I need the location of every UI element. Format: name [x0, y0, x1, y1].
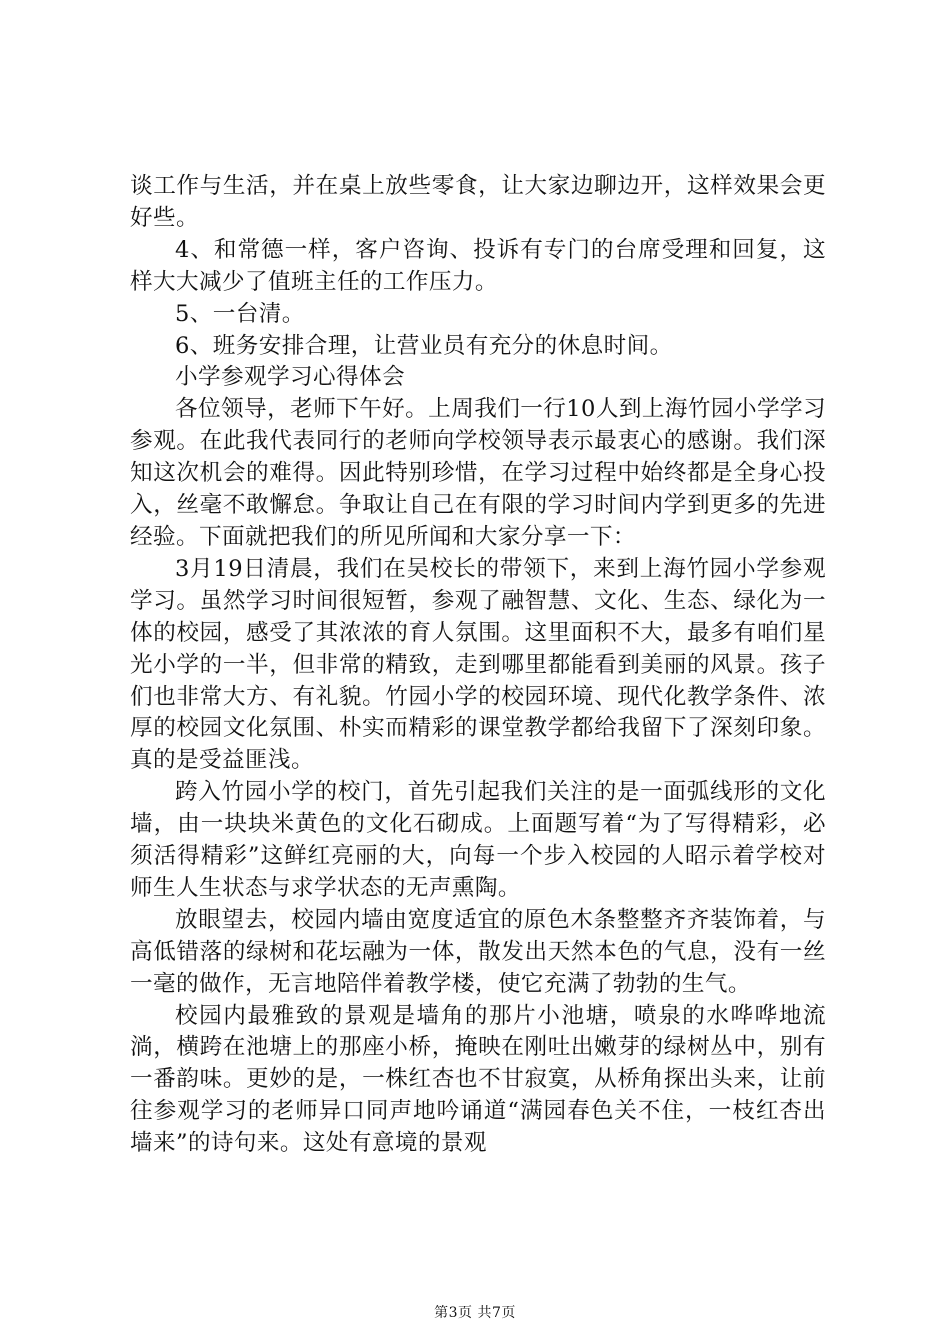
paragraph-item-4: 4、和常德一样，客户咨询、投诉有专门的台席受理和回复，这样大大减少了值班主任的工作压力。 [130, 236, 826, 295]
paragraph-greeting: 各位领导，老师下午好。上周我们一行10人到上海竹园小学学习参观。在此我代表同行的老师向学校领导表示最衷心的感谢。我们深知这次机会的难得。因此特别珍惜，在学习过程中始终都是全身心投入，丝毫不敢懈怠。争取让自己在有限的学习时间内学到更多的先进经验。下面就把我们的所见所闻和大家分享一下： [130, 396, 826, 550]
paragraph-continuation: 谈工作与生活，并在桌上放些零食，让大家边聊边开，这样效果会更好些。 [130, 173, 826, 231]
paragraph-item-5: 5、一台清。 [175, 300, 305, 327]
paragraph-item-6: 6、班务安排合理，让营业员有充分的休息时间。 [175, 332, 673, 359]
paragraph-campus-walls: 放眼望去，校园内墙由宽度适宜的原色木条整整齐齐装饰着，与高低错落的绿树和花坛融为一体，散发出天然本色的气息，没有一丝一毫的做作，无言地陪伴着教学楼，使它充满了勃勃的生气。 [130, 906, 826, 997]
body-text [130, 171, 826, 1160]
page-number: 第3页 共7页 [434, 1305, 516, 1321]
section-title: 小学参观学习心得体会 [175, 364, 405, 391]
paragraph-culture-wall: 跨入竹园小学的校门，首先引起我们关注的是一面弧线形的文化墙，由一块块米黄色的文化石砌成。上面题写着“为了写得精彩，必须活得精彩”这鲜红亮丽的大，向每一个步入校园的人昭示着学校对师生人生状态与求学状态的无声熏陶。 [130, 779, 826, 901]
paragraph-visit: 3月19日清晨，我们在吴校长的带领下，来到上海竹园小学参观学习。虽然学习时间很短暂，参观了融智慧、文化、生态、绿化为一体的校园，感受了其浓浓的育人氛围。这里面积不大，最多有咱们星光小学的一半，但非常的精致，走到哪里都能看到美丽的风景。孩子们也非常大方、有礼貌。竹园小学的校园环境、现代化教学条件、浓厚的校园文化氛围、朴实而精彩的课堂教学都给我留下了深刻印象。真的是受益匪浅。 [130, 555, 826, 774]
paragraph-pond: 校园内最雅致的景观是墙角的那片小池塘，喷泉的水哗哗地流淌，横跨在池塘上的那座小桥，掩映在刚吐出嫩芽的绿树丛中，别有一番韵味。更妙的是，一株红杏也不甘寂寞，从桥角探出头来，让前往参观学习的老师异口同声地吟诵道“满园春色关不住，一枝红杏出墙来”的诗句来。这处有意境的景观 [130, 1002, 826, 1157]
